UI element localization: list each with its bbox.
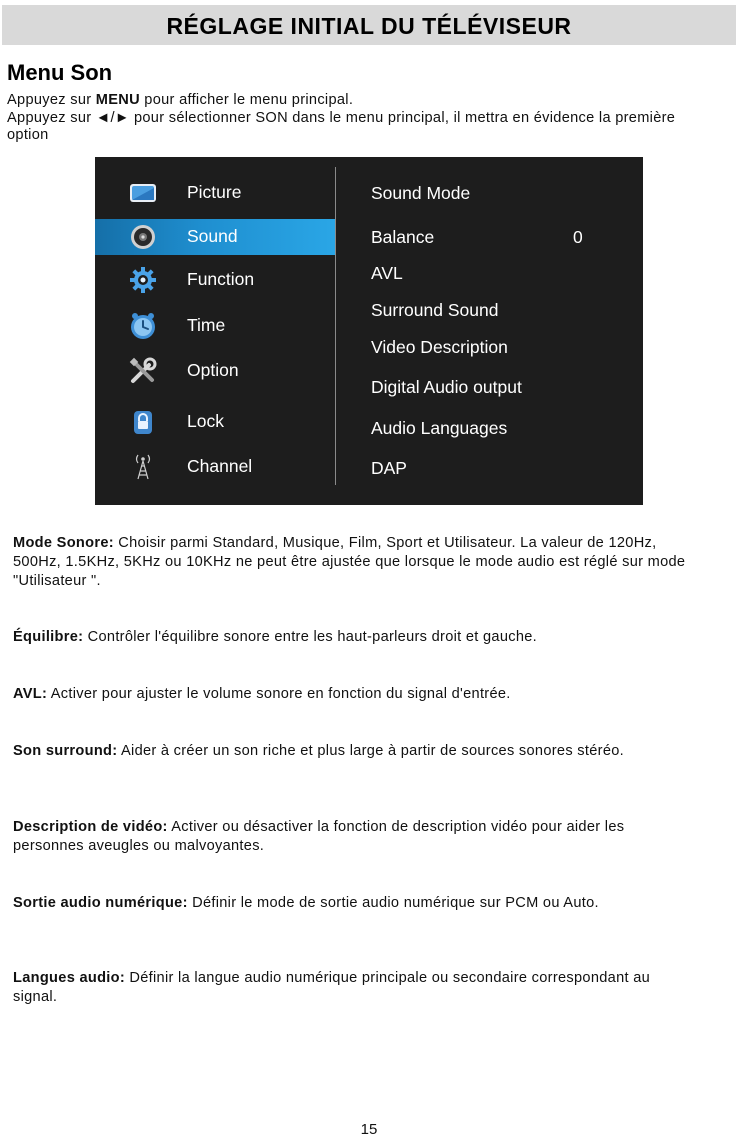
tv-menu-screenshot bbox=[95, 157, 643, 505]
lock-icon bbox=[129, 408, 157, 436]
page-header: RÉGLAGE INITIAL DU TÉLÉVISEUR bbox=[2, 5, 736, 45]
desc-text: Définir le mode de sortie audio numérique sur PCM ou Auto. bbox=[187, 895, 599, 911]
desc-text: Contrôler l'équilibre sonore entre les haut-parleurs droit et gauche. bbox=[83, 629, 538, 645]
intro-line-1 bbox=[7, 92, 707, 110]
menu-label-option: Option bbox=[187, 360, 239, 380]
menu-label-lock: Lock bbox=[187, 411, 224, 431]
desc-text: Aider à créer un son riche et plus large à partir de sources sonores stéréo. bbox=[117, 743, 625, 759]
balance-value: 0 bbox=[573, 227, 583, 247]
desc-term: Description de vidéo: bbox=[13, 819, 168, 835]
desc-video-description bbox=[13, 818, 693, 856]
desc-balance bbox=[13, 628, 693, 647]
option-video-description[interactable]: Video Description bbox=[371, 337, 508, 357]
desc-text: Définir la langue audio numérique principale ou secondaire correspondant au signal. bbox=[13, 970, 651, 1005]
option-surround-sound[interactable]: Surround Sound bbox=[371, 300, 499, 320]
tools-icon bbox=[129, 357, 157, 385]
speaker-icon bbox=[129, 223, 157, 251]
picture-icon bbox=[129, 179, 157, 207]
menu-divider bbox=[335, 167, 336, 485]
menu-item-sound[interactable] bbox=[95, 219, 335, 255]
menu-item-lock[interactable] bbox=[95, 404, 335, 440]
menu-label-channel: Channel bbox=[187, 456, 253, 476]
option-audio-languages[interactable]: Audio Languages bbox=[371, 418, 508, 438]
menu-label-function: Function bbox=[187, 269, 255, 289]
intro-line-2: Appuyez sur ◄/► pour sélectionner SON dans le menu principal, il mettra en évidence la première option bbox=[7, 109, 676, 143]
desc-text: Choisir parmi Standard, Musique, Film, Sport et Utilisateur. La valeur de 120Hz, 500Hz, 1.5KHz, 5KHz ou 10KHz ne peut être ajustée que lorsque le mode audio est réglé sur mode "Utilisateur ". bbox=[13, 535, 686, 589]
option-digital-audio-output[interactable]: Digital Audio output bbox=[371, 377, 522, 397]
desc-term: AVL: bbox=[13, 686, 48, 702]
clock-icon bbox=[129, 312, 157, 340]
option-balance[interactable]: Balance bbox=[371, 227, 435, 247]
option-dap[interactable]: DAP bbox=[371, 458, 407, 478]
desc-text: Activer ou désactiver la fonction de description vidéo pour aider les personnes aveugles ou malvoyantes. bbox=[13, 819, 625, 854]
section-title: Menu Son bbox=[7, 60, 113, 85]
desc-sound-mode bbox=[13, 534, 693, 591]
desc-digital-audio-output bbox=[13, 894, 693, 913]
option-sound-mode[interactable]: Sound Mode bbox=[371, 183, 471, 203]
desc-term: Sortie audio numérique: bbox=[13, 895, 188, 911]
menu-item-time[interactable] bbox=[95, 308, 335, 344]
desc-text: Activer pour ajuster le volume sonore en fonction du signal d'entrée. bbox=[47, 686, 511, 702]
menu-label-sound: Sound bbox=[187, 226, 238, 246]
intro-line-1-prefix: Appuyez sur bbox=[7, 92, 96, 108]
desc-surround-sound bbox=[13, 742, 693, 761]
desc-term: Mode Sonore: bbox=[13, 535, 114, 551]
desc-term: Équilibre: bbox=[13, 629, 84, 645]
page-number: 15 bbox=[360, 1121, 378, 1138]
intro-line-1-suffix: pour afficher le menu principal. bbox=[139, 92, 354, 108]
menu-key-label: MENU bbox=[95, 92, 140, 108]
menu-item-picture[interactable] bbox=[95, 175, 335, 211]
antenna-icon bbox=[129, 453, 157, 481]
menu-label-picture: Picture bbox=[187, 182, 242, 202]
gear-icon bbox=[129, 266, 157, 294]
desc-term: Langues audio: bbox=[13, 970, 126, 986]
desc-term: Son surround: bbox=[13, 743, 118, 759]
option-avl[interactable]: AVL bbox=[371, 263, 403, 283]
menu-label-time: Time bbox=[187, 315, 226, 335]
menu-item-option[interactable] bbox=[95, 353, 335, 389]
desc-audio-languages bbox=[13, 969, 693, 1007]
menu-item-function[interactable] bbox=[95, 262, 335, 298]
intro-text bbox=[7, 92, 707, 145]
menu-item-channel[interactable] bbox=[95, 449, 335, 485]
desc-avl bbox=[13, 685, 693, 704]
